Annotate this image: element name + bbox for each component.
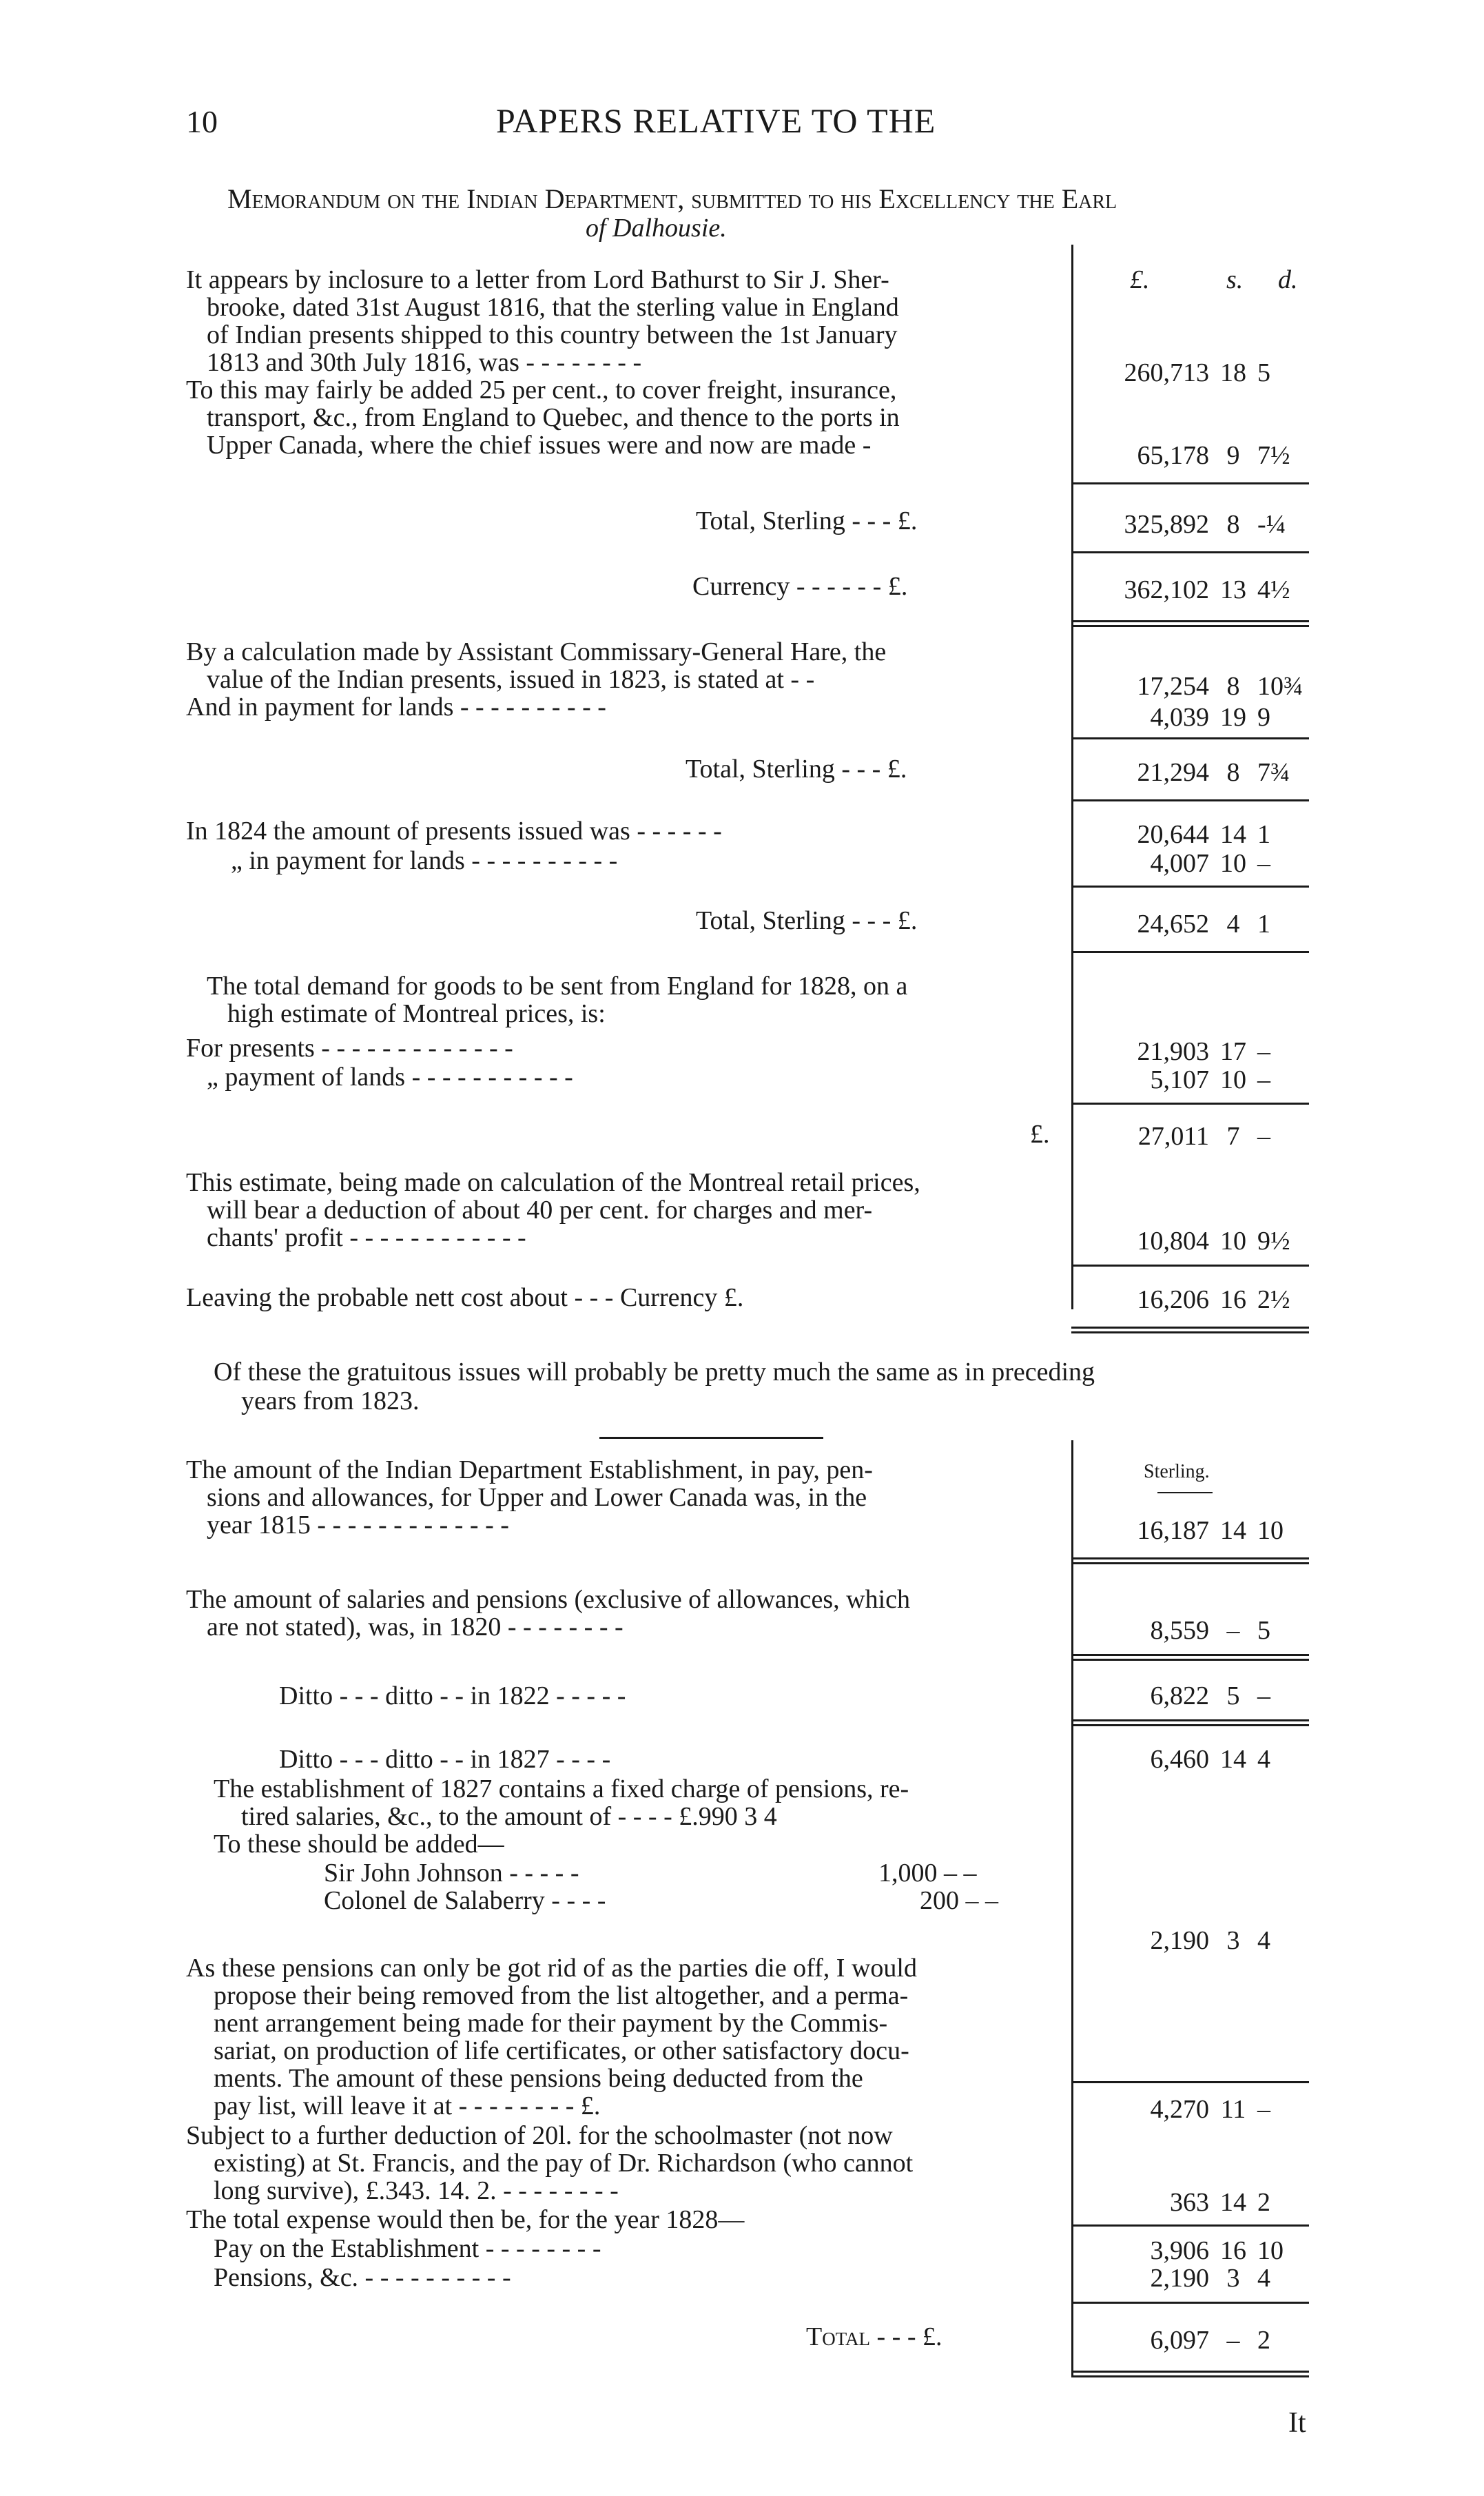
sum-rule — [1071, 482, 1309, 484]
sec4-deduct-line: will bear a deduction of about 40 per cent. for charges and mer- — [207, 1196, 873, 1225]
gratuitous-paragraph: years from 1823. — [241, 1387, 420, 1415]
amount-pounds: 2,190 — [1150, 2264, 1209, 2293]
sum-rule — [1071, 2371, 1309, 2373]
shillings-header: s. — [1226, 265, 1244, 294]
sec9-sub-line: Subject to a further deduction of 20l. for the schoolmaster (not now — [186, 2121, 893, 2150]
amount-pence: 5 — [1257, 358, 1270, 387]
total-sterling-label: Total, Sterling - - - £. — [696, 507, 918, 535]
amount-pence: 10¾ — [1257, 672, 1303, 701]
sec1-line: It appears by inclosure to a letter from Lord Bathurst to Sir J. Sher- — [186, 265, 889, 294]
sum-rule — [1071, 799, 1309, 801]
amount-column-rule — [1071, 1440, 1073, 2377]
sec1-line: brooke, dated 31st August 1816, that the sterling value in England — [207, 293, 899, 322]
amount-pounds: 16,187 — [1137, 1516, 1209, 1545]
sum-rule — [1071, 2375, 1309, 2377]
sec8-line: Ditto - - - ditto - - in 1827 - - - - — [279, 1745, 611, 1774]
sec8-est-line: The establishment of 1827 contains a fixed charge of pensions, re- — [214, 1774, 909, 1803]
sec9-line: pay list, will leave it at - - - - - - - - £. — [214, 2091, 601, 2120]
sec5-line: year 1815 - - - - - - - - - - - - - — [207, 1511, 509, 1539]
amount-pounds: 4,039 — [1150, 703, 1209, 732]
sec2-line: And in payment for lands - - - - - - - - - - — [186, 693, 606, 722]
memo-title-line2: of Dalhousie. — [586, 214, 727, 243]
amount-pounds: 21,903 — [1137, 1037, 1209, 1066]
amount-pence: – — [1257, 1122, 1270, 1151]
sum-rule — [1071, 737, 1309, 739]
subtotal-label: £. — [1030, 1120, 1050, 1149]
amount-column-rule — [1071, 245, 1073, 1309]
amount-shillings: 16 — [1220, 2236, 1246, 2265]
sec4-deduct-line: chants' profit - - - - - - - - - - - - — [207, 1223, 526, 1252]
sec1-line: transport, &c., from England to Quebec, and thence to the ports in — [207, 403, 900, 432]
amount-shillings: 13 — [1220, 575, 1246, 604]
amount-pounds: 4,007 — [1150, 849, 1209, 878]
sum-rule — [1071, 1659, 1309, 1661]
amount-shillings: 3 — [1226, 1926, 1240, 1955]
sec5-line: sions and allowances, for Upper and Lower Canada was, in the — [207, 1483, 867, 1512]
amount-pence: 9½ — [1257, 1227, 1290, 1256]
grand-total-label: Total - - - £. — [806, 2322, 942, 2351]
amount-shillings: 8 — [1226, 758, 1240, 787]
amount-pounds: 20,644 — [1137, 820, 1209, 849]
amount-shillings: 10 — [1220, 849, 1246, 878]
sum-rule — [1071, 2302, 1309, 2304]
sec9-line: ments. The amount of these pensions being deducted from the — [214, 2064, 863, 2093]
leaving-label: Leaving the probable nett cost about - - - Currency £. — [186, 1283, 744, 1312]
total-sterling-label: Total, Sterling - - - £. — [696, 906, 918, 935]
salaberry-label: Colonel de Salaberry - - - - — [324, 1886, 606, 1915]
amount-pence: 1 — [1257, 910, 1270, 939]
sum-rule — [1071, 620, 1309, 622]
amount-shillings: 8 — [1226, 510, 1240, 539]
amount-pence: – — [1257, 2095, 1270, 2124]
pensions-line: Pensions, &c. - - - - - - - - - - — [214, 2263, 511, 2292]
amount-pence: – — [1257, 1037, 1270, 1066]
amount-pounds: 6,097 — [1150, 2326, 1209, 2355]
amount-pounds: 3,906 — [1150, 2236, 1209, 2265]
amount-pounds: 10,804 — [1137, 1227, 1209, 1256]
amount-shillings: 7 — [1226, 1122, 1240, 1151]
sec1-line: 1813 and 30th July 1816, was - - - - - - - - — [207, 348, 642, 377]
sec4-deduct-line: This estimate, being made on calculation of the Montreal retail prices, — [186, 1168, 920, 1197]
total-sterling-label: Total, Sterling - - - £. — [686, 755, 907, 784]
amount-pence: -¼ — [1257, 510, 1286, 539]
amount-shillings: 11 — [1220, 2095, 1246, 2124]
pence-header: d. — [1278, 265, 1298, 294]
amount-shillings: 19 — [1220, 703, 1246, 732]
sec8-est-line: tired salaries, &c., to the amount of - - - - £.990 3 4 — [241, 1802, 777, 1831]
page-number: 10 — [186, 104, 218, 139]
sec4-line: „ payment of lands - - - - - - - - - - - — [207, 1063, 573, 1092]
amount-pounds: 65,178 — [1137, 441, 1209, 470]
amount-pounds: 6,822 — [1150, 1681, 1209, 1710]
amount-pence: 4½ — [1257, 575, 1290, 604]
sum-rule — [1071, 1562, 1309, 1564]
sum-rule — [1071, 1654, 1309, 1656]
amount-pence: 1 — [1257, 820, 1270, 849]
amount-shillings: 16 — [1220, 1285, 1246, 1314]
johnson-label: Sir John Johnson - - - - - — [324, 1859, 579, 1888]
amount-pence: 9 — [1257, 703, 1270, 732]
amount-pounds: 24,652 — [1137, 910, 1209, 939]
amount-shillings: 14 — [1220, 1516, 1246, 1545]
amount-shillings: 4 — [1226, 910, 1240, 939]
catchword: It — [1288, 2407, 1306, 2439]
sec9-line: propose their being removed from the list altogether, and a perma- — [214, 1981, 909, 2010]
sec4-line: The total demand for goods to be sent from England for 1828, on a — [207, 972, 908, 1001]
sec1-line: To this may fairly be added 25 per cent., to cover freight, insurance, — [186, 376, 897, 405]
amount-pence: – — [1257, 1065, 1270, 1094]
amount-pounds: 5,107 — [1150, 1065, 1209, 1094]
amount-pounds: 325,892 — [1124, 510, 1209, 539]
amount-shillings: 3 — [1226, 2264, 1240, 2293]
amount-pounds: 362,102 — [1124, 575, 1209, 604]
sec6-line: The amount of salaries and pensions (exclusive of allowances, which — [186, 1585, 911, 1614]
sum-rule — [1071, 1724, 1309, 1726]
amount-pounds: 260,713 — [1124, 358, 1209, 387]
amount-pence: 4 — [1257, 1745, 1270, 1774]
amount-pence: – — [1257, 1681, 1270, 1710]
amount-pence: 10 — [1257, 2236, 1284, 2265]
amount-pounds: 4,270 — [1150, 2095, 1209, 2124]
sec3-line: „ in payment for lands - - - - - - - - - - — [231, 846, 618, 875]
amount-pence: 7¾ — [1257, 758, 1290, 787]
sum-rule — [1071, 2081, 1309, 2083]
amount-shillings: 8 — [1226, 672, 1240, 701]
amount-pounds: 363 — [1170, 2188, 1209, 2217]
memo-title-line1: Memorandum on the Indian Department, submitted to his Excellency the Earl — [227, 183, 1117, 214]
pounds-header: £. — [1130, 265, 1150, 294]
gratuitous-paragraph: Of these the gratuitous issues will probably be pretty much the same as in preceding — [214, 1358, 1095, 1387]
total-expense-line: The total expense would then be, for the year 1828— — [186, 2205, 745, 2234]
sum-rule — [1071, 1331, 1309, 1333]
amount-pounds: 6,460 — [1150, 1745, 1209, 1774]
salaberry-amount: 200 – – — [920, 1886, 998, 1915]
sec2-line: value of the Indian presents, issued in 1823, is stated at - - — [207, 665, 815, 694]
pay-line: Pay on the Establishment - - - - - - - - — [214, 2234, 601, 2263]
sec4-line: high estimate of Montreal prices, is: — [227, 999, 606, 1028]
amount-shillings: 14 — [1220, 820, 1246, 849]
amount-pounds: 8,559 — [1150, 1616, 1209, 1645]
sec7-line: Ditto - - - ditto - - in 1822 - - - - - — [279, 1681, 626, 1710]
amount-shillings: – — [1226, 1616, 1240, 1645]
amount-shillings: 10 — [1220, 1065, 1246, 1094]
sec6-line: are not stated), was, in 1820 - - - - - - - - — [207, 1613, 624, 1641]
amount-shillings: 9 — [1226, 441, 1240, 470]
amount-pence: 4 — [1257, 2264, 1270, 2293]
sec4-line: For presents - - - - - - - - - - - - - — [186, 1034, 513, 1063]
sec1-line: Upper Canada, where the chief issues were and now are made - — [207, 431, 872, 460]
amount-pounds: 27,011 — [1137, 1122, 1209, 1151]
amount-pence: 2 — [1257, 2326, 1270, 2355]
sec9-sub-line: existing) at St. Francis, and the pay of Dr. Richardson (who cannot — [214, 2149, 914, 2178]
sterling-header: Sterling. — [1144, 1461, 1210, 1482]
sum-rule — [1071, 1719, 1309, 1721]
sterling-underline — [1157, 1492, 1213, 1493]
sum-rule — [1071, 951, 1309, 953]
sec9-sub-line: long survive), £.343. 14. 2. - - - - - - - - — [214, 2176, 619, 2205]
amount-shillings: 5 — [1226, 1681, 1240, 1710]
currency-label: Currency - - - - - - £. — [692, 572, 908, 601]
sec9-line: nent arrangement being made for their payment by the Commis- — [214, 2009, 888, 2038]
sum-rule — [1071, 1557, 1309, 1559]
sum-rule — [1071, 1327, 1309, 1329]
sec5-line: The amount of the Indian Department Establishment, in pay, pen- — [186, 1455, 873, 1484]
amount-shillings: 10 — [1220, 1227, 1246, 1256]
amount-pence: 7½ — [1257, 441, 1290, 470]
amount-pence: – — [1257, 849, 1270, 878]
sec2-line: By a calculation made by Assistant Commissary-General Hare, the — [186, 637, 887, 666]
johnson-amount: 1,000 – – — [878, 1859, 977, 1888]
sec9-line: sariat, on production of life certificates, or other satisfactory docu- — [214, 2036, 909, 2065]
amount-pence: 4 — [1257, 1926, 1270, 1955]
amount-pence: 10 — [1257, 1516, 1284, 1545]
amount-pounds: 21,294 — [1137, 758, 1209, 787]
sum-rule — [1071, 1265, 1309, 1267]
amount-shillings: 14 — [1220, 2188, 1246, 2217]
amount-shillings: 17 — [1220, 1037, 1246, 1066]
amount-pence: 2½ — [1257, 1285, 1290, 1314]
amount-pence: 5 — [1257, 1616, 1270, 1645]
amount-pence: 2 — [1257, 2188, 1270, 2217]
sum-rule — [1071, 551, 1309, 553]
sum-rule — [1071, 2224, 1309, 2227]
amount-shillings: – — [1226, 2326, 1240, 2355]
amount-shillings: 14 — [1220, 1745, 1246, 1774]
amount-pounds: 2,190 — [1150, 1926, 1209, 1955]
sec9-line: As these pensions can only be got rid of as the parties die off, I would — [186, 1954, 917, 1983]
sum-rule — [1071, 1103, 1309, 1105]
sum-rule — [1071, 625, 1309, 627]
amount-pounds: 17,254 — [1137, 672, 1209, 701]
sec3-line: In 1824 the amount of presents issued was - - - - - - — [186, 817, 722, 846]
sum-rule — [1071, 886, 1309, 888]
sec1-line: of Indian presents shipped to this country between the 1st January — [207, 320, 898, 349]
section-divider — [599, 1437, 823, 1439]
amount-pounds: 16,206 — [1137, 1285, 1209, 1314]
amount-shillings: 18 — [1220, 358, 1246, 387]
running-title: PAPERS RELATIVE TO THE — [496, 101, 936, 140]
sec8-est-line: To these should be added— — [214, 1830, 504, 1859]
